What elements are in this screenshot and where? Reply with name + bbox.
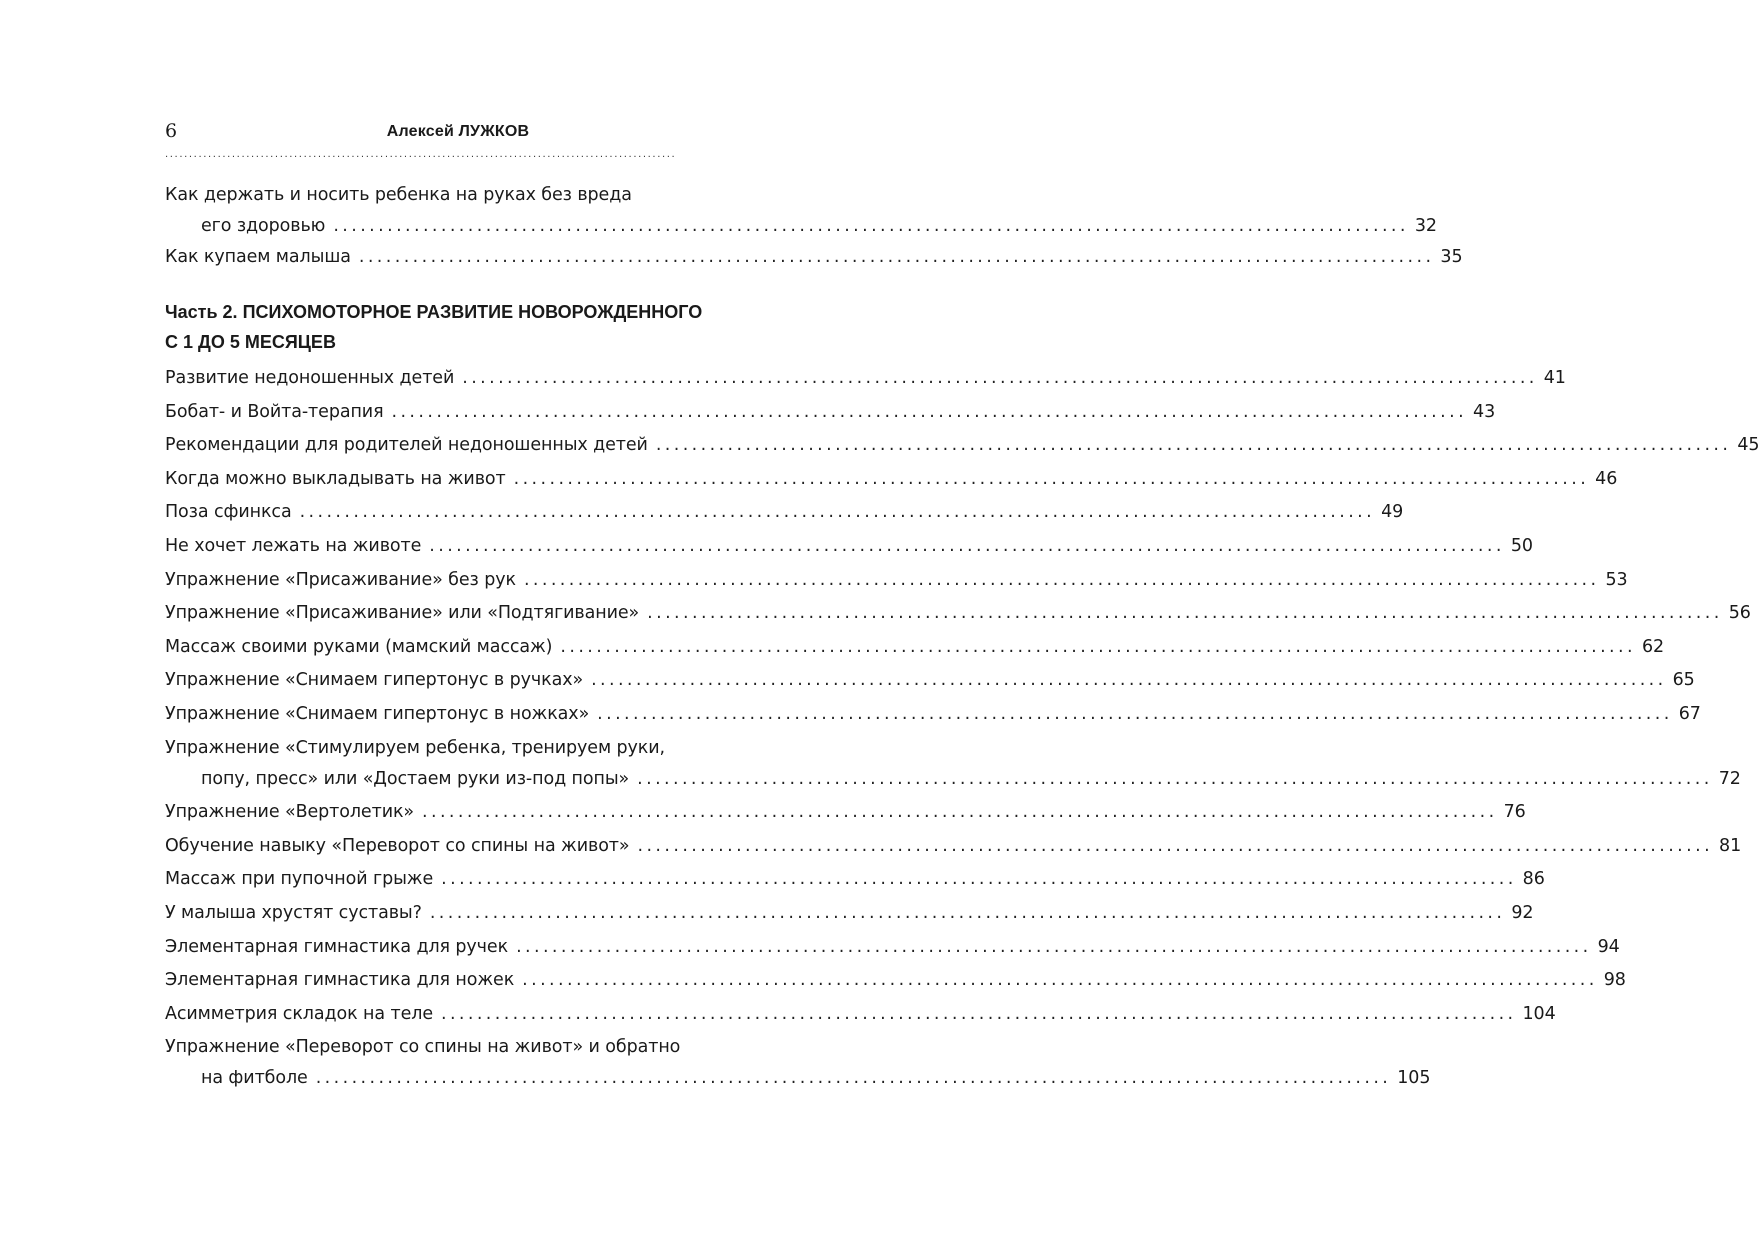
leader-dots: ........................................................................................................................ <box>440 1003 1517 1024</box>
toc-page-number: 35 <box>1440 247 1463 267</box>
toc-page-number: 104 <box>1522 1003 1556 1024</box>
toc-entry-title: Обучение навыку «Переворот со спины на живот» <box>165 835 630 856</box>
toc-entry-title: Массаж при пупочной грыже <box>165 869 434 890</box>
toc-entry-title: Упражнение «Присаживание» или «Подтягивание» <box>165 603 640 624</box>
leader-dots: ........................................................................................................................ <box>560 636 1636 657</box>
toc-page-number: 32 <box>1414 216 1437 236</box>
toc-entry-title: Когда можно выкладывать на живот <box>165 468 506 489</box>
toc-entry-title: Массаж своими руками (мамский массаж) <box>165 636 553 657</box>
leader-dots: ........................................................................................................................ <box>358 247 1435 267</box>
toc-page-number: 43 <box>1473 401 1496 422</box>
toc-entry-title: У малыша хрустят суставы? <box>165 902 422 923</box>
toc-entry[interactable] <box>165 797 1526 828</box>
leader-dots: ........................................................................................................................ <box>523 569 1600 590</box>
running-header <box>165 118 751 148</box>
part-heading-line: Часть 2. ПСИХОМОТОРНОЕ РАЗВИТИЕ НОВОРОЖДЕННОГО <box>165 302 703 322</box>
leader-dots: ........................................................................................................................ <box>441 869 1517 890</box>
toc-entry[interactable] <box>165 699 1701 730</box>
toc-entry-title-continued: попу, пресс» или «Достаем руки из-под попы» <box>201 768 630 789</box>
toc-entry-title: Упражнение «Присаживание» без рук <box>165 569 516 590</box>
toc-page-number: 53 <box>1605 569 1628 590</box>
toc-entry[interactable] <box>165 1032 1431 1094</box>
leader-dots: ........................................................................................................................ <box>516 936 1592 957</box>
toc-page-number: 45 <box>1737 435 1759 456</box>
leader-dots: ........................................................................................................................ <box>299 502 1376 523</box>
leader-dots: ........................................................................................................................ <box>422 802 1498 823</box>
toc-entry-title: Упражнение «Снимаем гипертонус в ножках» <box>165 703 590 724</box>
leader-dots: ........................................................................................................................ <box>637 835 1714 856</box>
toc-page-number: 41 <box>1543 368 1566 388</box>
toc-page-number: 81 <box>1719 835 1742 856</box>
toc-entry-title: Поза сфинкса <box>165 502 292 523</box>
toc-entry-title: Элементарная гимнастика для ручек <box>165 936 509 957</box>
leader-dots: ........................................................................................................................ <box>591 670 1667 691</box>
leader-dots: ........................................................................................................................ <box>522 970 1598 991</box>
author-name: Алексей ЛУЖКОВ <box>386 123 530 140</box>
toc-entry-title-continued: его здоровью <box>201 216 326 236</box>
toc-page-number: 86 <box>1522 869 1545 890</box>
toc-entry-title: Как купаем малыша <box>165 247 351 267</box>
leader-dots: ........................................................................................................................ <box>429 535 1505 556</box>
toc-page-number: 50 <box>1510 535 1533 556</box>
toc-page-number: 67 <box>1678 703 1701 724</box>
toc-entry[interactable] <box>165 242 1463 273</box>
toc-page-number: 94 <box>1597 936 1620 957</box>
toc-entry-title: Упражнение «Вертолетик» <box>165 802 415 823</box>
toc-entry-title: Рекомендации для родителей недоношенных детей <box>165 435 648 456</box>
page-number: 6 <box>165 120 178 142</box>
toc-entry-title-continued: на фитболе <box>201 1068 308 1089</box>
toc-entry-title: Не хочет лежать на животе <box>165 535 422 556</box>
part-2-entries <box>165 363 1759 1094</box>
table-of-contents <box>165 180 1759 1097</box>
toc-entry[interactable] <box>165 965 1626 996</box>
toc-entry-title: Как держать и носить ребенка на руках без вреда <box>165 185 632 205</box>
leader-dots: ........................................................................................................................ <box>513 468 1590 489</box>
toc-page-number: 46 <box>1595 468 1618 489</box>
toc-page-number: 65 <box>1672 670 1695 691</box>
leader-dots: ........................................................................................................................ <box>462 368 1538 388</box>
toc-entry-title: Упражнение «Снимаем гипертонус в ручках» <box>165 670 584 691</box>
toc-entry-title: Упражнение «Стимулируем ребенка, тренируем руки, <box>165 737 666 758</box>
leader-dots: ........................................................................................................................ <box>333 216 1409 236</box>
toc-entry-title: Элементарная гимнастика для ножек <box>165 970 515 991</box>
leader-dots: ........................................................................................................................ <box>647 603 1723 624</box>
toc-page-number: 105 <box>1397 1068 1431 1089</box>
toc-entry[interactable] <box>165 497 1404 528</box>
toc-entry[interactable] <box>165 180 1437 242</box>
toc-page-number: 92 <box>1511 902 1534 923</box>
toc-entry[interactable] <box>165 999 1556 1030</box>
leader-dots: ........................................................................................................................ <box>597 703 1673 724</box>
toc-entry[interactable] <box>165 665 1695 696</box>
toc-page-number: 76 <box>1503 802 1526 823</box>
leader-dots: ........................................................................................................................ <box>655 435 1732 456</box>
toc-entry[interactable] <box>165 565 1628 596</box>
toc-entry-title: Бобат- и Войта-терапия <box>165 401 384 422</box>
toc-entry[interactable] <box>165 397 1496 428</box>
toc-entry[interactable] <box>165 898 1534 929</box>
toc-page-number: 62 <box>1641 636 1665 657</box>
part-heading[interactable] <box>165 297 751 357</box>
header-dotted-rule: ........................................................................................................... <box>165 149 677 160</box>
leader-dots: ........................................................................................................................ <box>637 768 1713 789</box>
toc-entry[interactable] <box>165 598 1751 629</box>
toc-entry[interactable] <box>165 932 1620 963</box>
leader-dots: ........................................................................................................................ <box>315 1068 1392 1089</box>
leader-dots: ........................................................................................................................ <box>429 902 1506 923</box>
toc-entry[interactable] <box>165 531 1533 562</box>
toc-page-number: 72 <box>1718 768 1741 789</box>
toc-entry[interactable] <box>165 632 1665 663</box>
toc-entry[interactable] <box>165 464 1618 495</box>
toc-entry-title: Упражнение «Переворот со спины на живот» и обратно <box>165 1037 681 1058</box>
toc-entry-title: Развитие недоношенных детей <box>165 368 455 388</box>
toc-entry-title: Асимметрия складок на теле <box>165 1003 433 1024</box>
toc-entry[interactable] <box>165 864 1545 895</box>
toc-entry[interactable] <box>165 430 1759 461</box>
toc-entry[interactable] <box>165 733 1741 795</box>
part-heading-line: С 1 ДО 5 МЕСЯЦЕВ <box>165 332 336 352</box>
toc-page-number: 98 <box>1603 970 1626 991</box>
toc-page-number: 56 <box>1728 603 1751 624</box>
toc-entry[interactable] <box>165 831 1742 862</box>
toc-page-number: 49 <box>1381 502 1404 523</box>
toc-entry[interactable] <box>165 363 1566 394</box>
leader-dots: ........................................................................................................................ <box>391 401 1468 422</box>
